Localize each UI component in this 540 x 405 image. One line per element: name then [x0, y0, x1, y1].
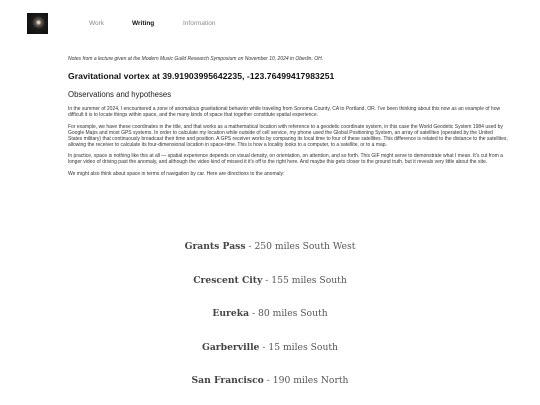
article-intro: Notes from a lecture given at the Modern Music Guild Research Symposium on November 10, 2024 in Oberlin, OH.: [68, 56, 324, 62]
direction-detail: - 250 miles South West: [245, 241, 356, 252]
direction-place: Garberville: [202, 341, 260, 353]
direction-place: Crescent City: [193, 274, 263, 286]
article: [68, 56, 508, 184]
paragraph: We might also think about space in terms of navigation by car. Here are directions to the anomaly:: [68, 171, 285, 178]
article-subtitle: Observations and hypotheses: [68, 90, 172, 99]
direction-detail: - 155 miles South: [262, 274, 347, 286]
paragraph: In the summer of 2024, I encountered a zone of anomalous gravitational behavior while traveling from Sonoma County, CA to Portland, OR. I’ve been thinking about this now as an example of how difficult it is to locate things within space, and the many kinds of space that together constitute spatial experience.: [68, 106, 501, 118]
direction-item: [0, 338, 540, 372]
direction-place: Eureka: [212, 308, 250, 319]
direction-detail: - 15 miles South: [259, 341, 338, 353]
nav-item-writing[interactable]: Writing: [132, 20, 155, 27]
nav-item-work[interactable]: Work: [89, 20, 105, 27]
nav-item-information[interactable]: Information: [183, 20, 216, 27]
direction-item: [0, 304, 540, 338]
article-title: Gravitational vortex at 39.91903995642235, -123.76499417983251: [68, 71, 335, 81]
direction-item: [0, 371, 540, 405]
direction-detail: - 190 miles North: [263, 375, 349, 386]
site-logo[interactable]: [27, 13, 48, 34]
direction-place: Grants Pass: [184, 241, 246, 252]
direction-item: [0, 237, 540, 271]
paragraph: For example, we have these coordinates in the title, and that works as a mathematical location with reference to a geodetic coordinate system, in this case the World Geodetic System 1984 used by Google Maps and most GPS systems. In order to calculate my location while outside of cell service, my phone used the Global Positioning System, an array of satellites (operated by the United States military) that continuously broadcast their time and position. A GPS receiver works by comparing its local time to four of these satellites. This difference is related to the distance to the satellites, allowing the receiver to calculate its four-dimensional location in space-time. This is how a locality looks to a computer, to a satellite, or to a map.: [68, 123, 508, 148]
directions-list: [0, 237, 540, 405]
direction-item: [0, 271, 540, 305]
direction-detail: - 80 miles South: [249, 308, 328, 319]
paragraph: In practice, space is nothing like this at all — spatial experience depends on visual density, on orientation, on attention, and so forth. This GIF might serve to demonstrate what I mean. It’s cut from a longer video of driving past the anomaly, and although the video kind of missed it it’s off to the right here. And maybe this gets closer to the ground truth, but it reveals very little about the site.: [68, 153, 503, 166]
direction-place: San Francisco: [191, 375, 264, 386]
